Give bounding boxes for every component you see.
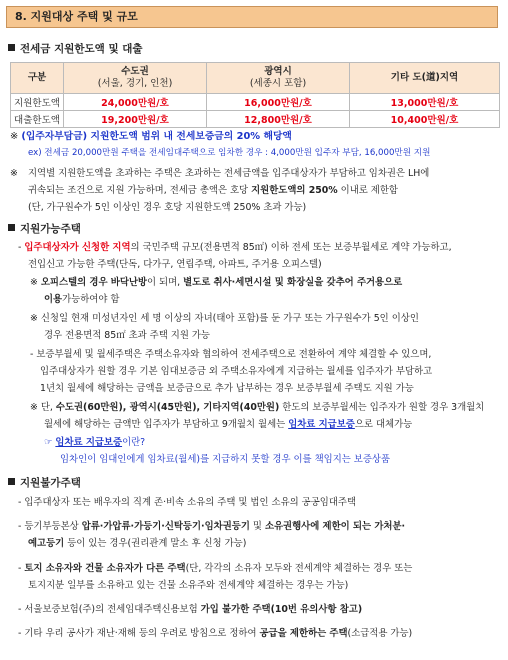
avail-region: 입주대상자가 신청한 지역: [24, 242, 131, 253]
unavail-2-notice: 예고등기: [28, 538, 65, 549]
note-contribution-text: (입주자부담금) 지원한도액 범위 내 전세보증금의 20% 해당액: [21, 131, 292, 142]
unavail-2-end: 등이 있는 경우(권리관계 말소 후 신청 가능): [64, 538, 247, 549]
avail-line1-rest: 의 국민주택 규모(전용면적 85㎡) 이하 전세 또는 보증부월세로 계약 가능하고,: [130, 242, 452, 253]
heading-unavailable: [8, 476, 81, 490]
unavail-5-restricted: 공급을 제한하는 주택: [259, 628, 348, 639]
heading-available-text: 지원가능주택: [20, 223, 81, 235]
unavail-item-3-line1: [18, 560, 412, 577]
guarantee-line2-end: 으로 대체가능: [354, 419, 413, 430]
cell-value: 16,000만원/호: [207, 94, 350, 111]
unavail-3-owner: 토지 소유자와 건물 소유자가 다른 주택: [24, 563, 186, 574]
rent-guarantee-term: 임차료 지급보증: [55, 437, 123, 448]
avail-guarantee-line1: [30, 399, 484, 416]
pointing-hand-icon: ☞: [44, 437, 56, 448]
th-metro-sub: (세종시 포함): [249, 78, 307, 89]
note-mark: ※: [30, 277, 41, 288]
unavail-item-1: - 입주대상자 또는 배우자의 직계 존·비속 소유의 주택 및 법인 소유의 공공임대주택: [18, 497, 357, 508]
support-limit-table: [10, 62, 500, 128]
row-label: 대출한도액: [11, 111, 64, 128]
section-title: 8. 지원대상 주택 및 규모: [6, 6, 498, 28]
note2-line2-c: 이내로 제한함: [337, 185, 398, 196]
unavail-item-5: [18, 625, 412, 642]
unavail-5-a: - 기타 우리 공사가 재난·재해 등의 우려로 방침으로 정하여: [18, 628, 260, 639]
officetel-mid: 이 되며,: [147, 277, 184, 288]
cell-value: 13,000만원/호: [350, 94, 500, 111]
guarantee-definition-q: [44, 434, 145, 451]
avail-rent-line1: - 보증부월세 및 월세주택은 주택소유자와 협의하여 전세주택으로 전환하여 계약 체결할 수 있으며,: [30, 349, 432, 360]
officetel-end: 가능하여야 함: [62, 294, 120, 305]
note2-line2: [28, 182, 398, 199]
cell-value: 12,800만원/호: [207, 111, 350, 128]
unavail-item-2-line1: [18, 518, 405, 535]
avail-officetel-line1: [30, 274, 402, 291]
th-capital-sub: (서울, 경기, 인천): [97, 78, 173, 89]
unavail-4-a: - 서울보증보험(주)의 전세임대주택신용보험: [18, 604, 201, 615]
th-metro: [207, 63, 350, 94]
table-row: [11, 94, 500, 111]
unavail-5-end: (소급적용 가능): [347, 628, 413, 639]
heading-loan-text: 전세금 지원한도액 및 대출: [20, 43, 143, 55]
guarantee-prefix: ※ 단,: [30, 402, 56, 413]
rent-guarantee-link[interactable]: 임차료 지급보증: [288, 419, 355, 430]
cell-value: 24,000만원/호: [64, 94, 207, 111]
table-row: [11, 111, 500, 128]
note2-line2-b: 지원한도액의 250%: [251, 185, 338, 196]
th-capital-main: 수도권: [121, 66, 149, 77]
officetel-use: 이용: [44, 294, 63, 305]
avail-officetel-line2: [44, 291, 119, 308]
avail-guarantee-line2: [44, 416, 412, 433]
unavail-3-rest: (단, 각각의 소유자 모두와 전세계약 체결하는 경우 또는: [185, 563, 413, 574]
row-label: 지원한도액: [11, 94, 64, 111]
th-category: 구분: [11, 63, 64, 94]
note-example: ex) 전세금 20,000만원 주택을 전세임대주택으로 임차한 경우 : 4,000만원 입주자 부담, 16,000만원 지원: [28, 148, 431, 158]
table-header-row: [11, 63, 500, 94]
th-capital: [64, 63, 207, 94]
heading-unavailable-text: 지원불가주택: [20, 477, 81, 489]
unavail-2-and: 및: [249, 521, 265, 532]
guarantee-question: 이란?: [122, 437, 146, 448]
note2-line3: (단, 가구원수가 5인 이상인 경우 호당 지원한도액 250% 초과 가능): [28, 202, 307, 213]
unavail-2-seizure: 압류·가압류·가등기·신탁등기·임차권등기: [81, 521, 250, 532]
unavail-item-3-line2: 토지지분 일부를 소유하고 있는 건물 소유주와 전세계약 체결하는 경우는 가능): [28, 580, 349, 591]
guarantee-line2-a: 월세에 해당하는 금액만 입주자가 부담하고 9개월치 월세는: [44, 419, 289, 430]
guarantee-limits: 수도권(60만원), 광역시(45만원), 기타지역(40만원): [55, 402, 280, 413]
avail-line2: 전입신고 가능한 주택(단독, 다가구, 연립주택, 아파트, 주거용 오피스텔): [28, 259, 322, 270]
unavail-4-insurance: 가입 불가한 주택(10번 유의사항 참고): [200, 604, 363, 615]
unavail-3-dash: -: [18, 563, 25, 574]
square-bullet-icon: [8, 478, 15, 485]
heading-available: [8, 222, 81, 236]
note-mark-2: ※: [10, 168, 18, 179]
avail-rent-line3: 1년치 월세에 해당하는 금액을 보증금으로 추가 납부하는 경우 보증부월세 주택도 지원 가능: [40, 383, 414, 394]
avail-rent-line2: 입주대상자가 원할 경우 기본 임대보증금 외 주택소유자에게 지급하는 월세를 입주자가 부담하고: [40, 366, 433, 377]
heading-loan: [8, 42, 143, 56]
note-contribution: [10, 128, 292, 145]
th-metro-main: 광역시: [264, 66, 292, 77]
guarantee-line1-rest: 한도의 보증부월세는 입주자가 원할 경우 3개월치: [279, 402, 485, 413]
th-other: 기타 도(道)지역: [350, 63, 500, 94]
note2-line2-a: 귀속되는 조건으로 지원 가능하며, 전세금 총액은 호당: [28, 185, 252, 196]
unavail-2-a: - 등기부등본상: [18, 521, 82, 532]
note2-line1: 지역별 지원한도액을 초과하는 주택은 초과하는 전세금액을 입주대상자가 부담하고 임차권은 LH에: [28, 168, 430, 179]
guarantee-definition: 임차인이 임대인에게 임차료(월세)를 지급하지 못할 경우 이를 책임지는 보증상품: [60, 454, 391, 465]
avail-children-line2: 경우 전용면적 85㎡ 초과 주택 지원 가능: [44, 330, 210, 341]
cell-value: 10,400만원/호: [350, 111, 500, 128]
cell-value: 19,200만원/호: [64, 111, 207, 128]
unavail-2-restriction: 소유권행사에 제한이 되는 가처분·: [264, 521, 406, 532]
square-bullet-icon: [8, 44, 15, 51]
unavail-item-4: [18, 601, 362, 618]
officetel-heating: 오피스텔의 경우 바닥난방: [40, 277, 147, 288]
square-bullet-icon: [8, 224, 15, 231]
dash: -: [18, 242, 22, 253]
avail-line1: [18, 239, 452, 256]
officetel-facilities: 별도로 취사·세면시설 및 화장실을 갖추어 주거용으로: [183, 277, 403, 288]
avail-children-line1: ※ 신청일 현재 미성년자인 세 명 이상의 자녀(태아 포함)를 둔 가구 또는 가구원수가 5인 이상인: [30, 313, 419, 324]
note-mark: ※: [10, 131, 19, 142]
unavail-item-2-line2: [28, 535, 246, 552]
